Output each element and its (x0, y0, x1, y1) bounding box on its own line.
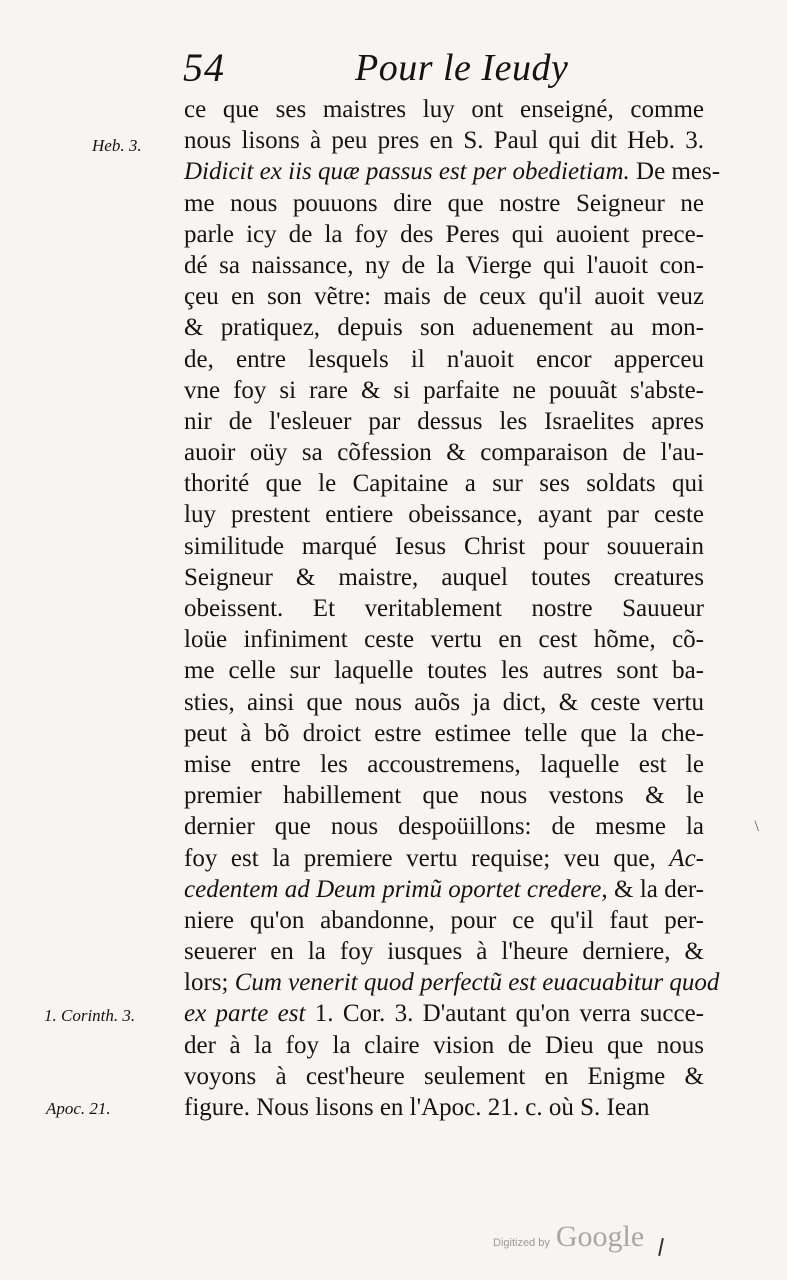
text-segment: luy prestent entiere obeissance, ayant par ceste (184, 501, 704, 529)
text-segment: mise entre les accoustremens, laquelle est le (184, 750, 704, 778)
text-line (184, 811, 704, 842)
text-segment: me nous pouuons dire que nostre Seigneur ne (184, 189, 704, 217)
text-line (184, 718, 704, 749)
text-line (184, 499, 704, 530)
text-segment: dé sa naissance, ny de la Vierge qui l'auoit con- (184, 251, 704, 279)
text-segment: dernier que nous despoüillons: de mesme la (184, 813, 704, 841)
text-segment: lors; (184, 969, 235, 997)
text-segment: foy est la premiere vertu requise; veu que, (184, 844, 670, 872)
body-text (184, 94, 721, 1123)
text-segment: çeu en son vẽtre: mais de ceux qu'il auoit veuz (184, 283, 704, 311)
text-segment: seuerer en la foy iusques à l'heure derniere, & (184, 938, 704, 966)
text-segment: peut à bõ droict estre estimee telle que la che- (184, 719, 704, 747)
text-line (184, 188, 704, 219)
text-segment: similitude marqué Iesus Christ pour souuerain (184, 532, 704, 560)
text-line (184, 94, 704, 125)
text-line (184, 1030, 704, 1061)
text-segment: parle icy de la foy des Peres qui auoient prece- (184, 220, 704, 248)
text-segment: nir de l'esleuer par dessus les Israelites apres (184, 407, 704, 435)
text-line (184, 780, 704, 811)
digitization-watermark (493, 1220, 644, 1254)
text-segment: figure. Nous lisons en l'Apoc. 21. c. où S. Iean (184, 1094, 650, 1121)
running-head: Pour le Ieudy (355, 47, 569, 89)
page-header (183, 42, 703, 94)
text-segment: 1. Cor. 3. D'autant qu'on verra succe- (305, 1000, 705, 1028)
text-segment: sties, ainsi que nous auõs ja dict, & ceste vertu (184, 688, 704, 716)
text-segment: Seigneur & maistre, auquel toutes creatures (184, 563, 704, 591)
google-logo: Google (555, 1220, 645, 1253)
text-segment: voyons à cest'heure seulement en Enigme & (184, 1062, 704, 1090)
text-segment: de, entre lesquels il n'auoit encor apperceu (184, 345, 704, 373)
text-line (184, 375, 704, 406)
digitized-by-label: Digitized by (493, 1237, 550, 1249)
text-line (184, 998, 704, 1029)
text-line (184, 1061, 704, 1092)
text-segment: vne foy si rare & si parfaite ne pouuãt s'abste- (184, 376, 704, 404)
text-line (184, 344, 704, 375)
text-segment: me celle sur laquelle toutes les autres sont ba- (184, 657, 704, 685)
text-line (184, 655, 704, 686)
text-segment: nous lisons à peu pres en S. Paul qui dit Heb. 3. (184, 127, 704, 155)
text-segment: obeissent. Et veritablement nostre Sauueur (184, 595, 704, 622)
text-segment: ce que ses maistres luy ont enseigné, comme (184, 96, 704, 123)
text-line (184, 843, 704, 874)
text-segment: auoir oüy sa cõfession & comparaison de l'au- (184, 439, 704, 467)
text-segment: premier habillement que nous vestons & le (184, 782, 704, 810)
text-line (184, 312, 704, 343)
latin-quotation: Didicit ex iis quæ passus est per obedietiam. (184, 158, 630, 186)
text-segment: der à la foy la claire vision de Dieu que nous (184, 1031, 704, 1059)
text-line (184, 1092, 704, 1123)
text-segment: De mes- (629, 158, 721, 186)
text-line (184, 624, 704, 655)
latin-quotation: Cum venerit quod perfectũ est euacuabitur quod (234, 969, 720, 997)
text-line (184, 531, 704, 562)
margin-note-apocalypse: Apoc. 21. (46, 1099, 111, 1118)
text-segment: niere qu'on abandonne, pour ce qu'il faut per- (184, 906, 704, 934)
margin-note-hebrews: Heb. 3. (92, 136, 142, 155)
text-line (184, 250, 704, 281)
text-line (184, 156, 721, 187)
text-line (184, 749, 704, 780)
text-line (184, 468, 704, 499)
text-line (184, 125, 704, 156)
text-line (184, 905, 704, 936)
text-line (184, 687, 704, 718)
page-number: 54 (183, 45, 225, 90)
text-line (184, 562, 704, 593)
stray-ink-mark: \ (754, 818, 759, 835)
text-line (184, 219, 704, 250)
text-line (184, 593, 704, 624)
text-line (184, 874, 704, 905)
text-segment: & pratiquez, depuis son aduenement au mon- (184, 314, 704, 342)
text-line (184, 281, 704, 312)
text-line (184, 406, 704, 437)
stray-tick-mark (658, 1238, 664, 1256)
text-segment: thorité que le Capitaine a sur ses soldats qui (184, 470, 704, 498)
text-segment: & la der- (607, 875, 704, 903)
text-line (184, 437, 704, 468)
text-line (184, 936, 704, 967)
text-line (184, 967, 720, 998)
latin-quotation: Ac- (669, 844, 704, 872)
margin-note-corinthians: 1. Corinth. 3. (44, 1006, 136, 1025)
latin-quotation: cedentem ad Deum primũ oportet credere, (184, 875, 608, 903)
text-segment: loüe infiniment ceste vertu en cest hõme, cõ- (184, 626, 704, 654)
latin-quotation: ex parte est (184, 1000, 306, 1028)
